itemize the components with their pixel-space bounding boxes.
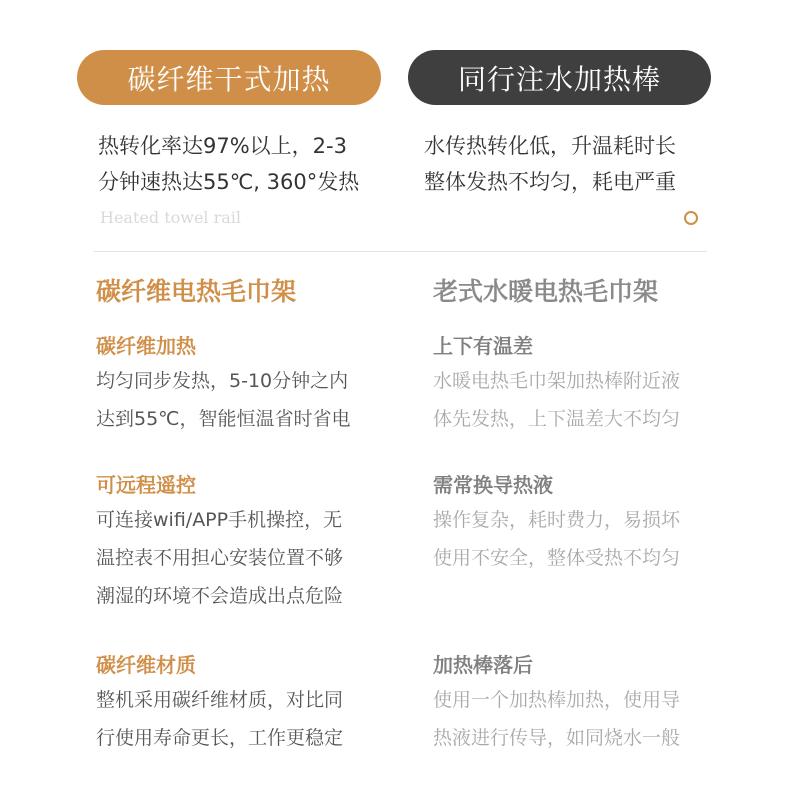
carbon-fiber-summary bbox=[98, 128, 359, 200]
feature-line: 温控表不用担心安装位置不够 bbox=[96, 547, 344, 569]
watermark-text: Heated towel rail bbox=[100, 208, 242, 227]
ring-icon bbox=[684, 211, 698, 225]
feature-line: 均匀同步发热，5-10分钟之内 bbox=[96, 370, 349, 392]
divider bbox=[94, 251, 707, 252]
feature-line: 可连接wifi/APP手机操控，无 bbox=[96, 509, 343, 531]
summary-line: 整体发热不均匀，耗电严重 bbox=[424, 170, 676, 194]
heating-rod-summary bbox=[424, 128, 676, 200]
feature-heading: 碳纤维加热 bbox=[96, 334, 196, 358]
carbon-fiber-heating-pill: 碳纤维干式加热 bbox=[77, 50, 381, 105]
feature-block bbox=[96, 469, 416, 649]
feature-line: 热液进行传导，如同烧水一般 bbox=[433, 727, 681, 749]
feature-heading: 加热棒落后 bbox=[433, 653, 533, 677]
feature-block bbox=[433, 469, 753, 649]
column-title: 碳纤维电热毛巾架 bbox=[96, 277, 297, 306]
feature-heading: 可远程遥控 bbox=[96, 473, 196, 497]
feature-line: 体先发热，上下温差大不均匀 bbox=[433, 408, 681, 430]
feature-line: 使用不安全，整体受热不均匀 bbox=[433, 547, 681, 569]
feature-line: 达到55℃，智能恒温省时省电 bbox=[96, 408, 351, 430]
carbon-fiber-column bbox=[96, 272, 416, 788]
feature-block bbox=[433, 330, 753, 469]
competitor-heating-rod-pill: 同行注水加热棒 bbox=[408, 50, 711, 105]
feature-line: 潮湿的环境不会造成出点危险 bbox=[96, 585, 344, 607]
summary-line: 分钟速热达55℃, 360°发热 bbox=[98, 170, 360, 194]
feature-line: 操作复杂，耗时费力，易损坏 bbox=[433, 509, 681, 531]
feature-block bbox=[433, 649, 753, 788]
feature-block bbox=[96, 649, 416, 788]
feature-line: 整机采用碳纤维材质，对比同 bbox=[96, 689, 344, 711]
feature-heading: 上下有温差 bbox=[433, 334, 533, 358]
feature-heading: 需常换导热液 bbox=[433, 473, 553, 497]
feature-line: 使用一个加热棒加热，使用导 bbox=[433, 689, 681, 711]
summary-line: 水传热转化低，升温耗时长 bbox=[424, 134, 676, 158]
column-title: 老式水暖电热毛巾架 bbox=[433, 277, 659, 306]
water-heating-column bbox=[433, 272, 753, 788]
feature-line: 行使用寿命更长，工作更稳定 bbox=[96, 727, 344, 749]
summary-line: 热转化率达97%以上，2-3 bbox=[98, 134, 347, 158]
feature-block bbox=[96, 330, 416, 469]
feature-line: 水暖电热毛巾架加热棒附近液 bbox=[433, 370, 681, 392]
feature-heading: 碳纤维材质 bbox=[96, 653, 196, 677]
